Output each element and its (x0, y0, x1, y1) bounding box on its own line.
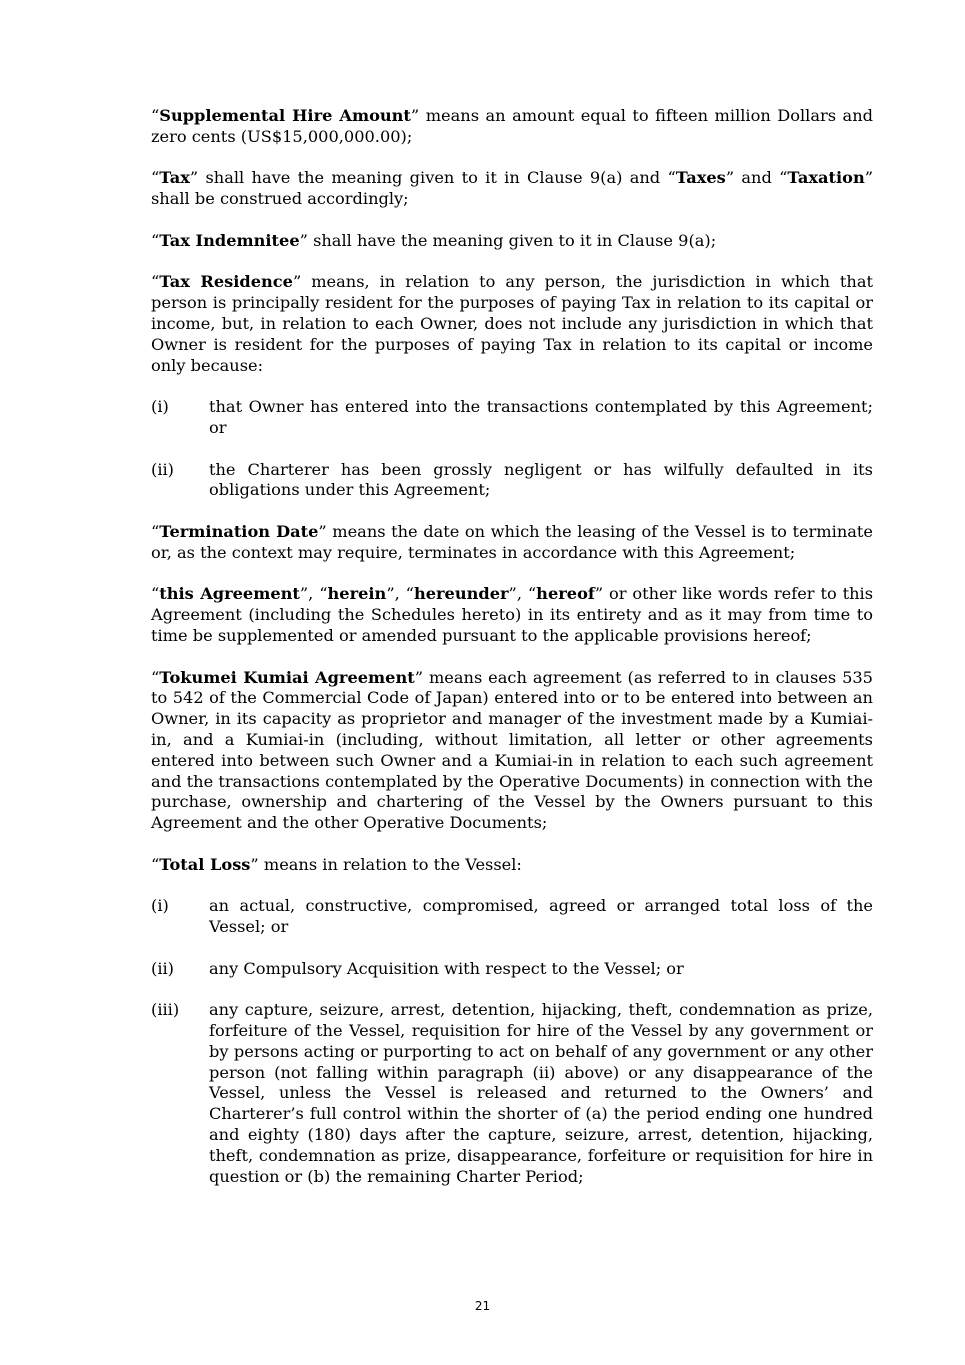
item-text: that Owner has entered into the transactions contemplated by this Agreement; or (209, 397, 873, 437)
list-item (151, 460, 873, 502)
defined-term: Tax Indemnitee (159, 230, 300, 250)
defined-term: this Agreement (159, 584, 300, 604)
item-number: (i) (151, 397, 169, 417)
definitions-body (151, 106, 873, 1208)
definition-termination-date: “Termination Date” means the date on which the leasing of the Vessel is to terminate or, as the context may require, terminates in accordance with this Agreement; (151, 521, 873, 562)
item-text: any Compulsory Acquisition with respect to the Vessel; or (209, 958, 684, 978)
defined-term: Tax Residence (159, 272, 293, 292)
defined-term: Tax (159, 168, 190, 188)
list-item (151, 896, 873, 938)
defined-term: Tokumei Kumiai Agreement (159, 667, 415, 687)
item-number: (iii) (151, 1000, 180, 1020)
defined-term: Taxation (787, 168, 865, 188)
item-text: any capture, seizure, arrest, detention, hijacking, theft, condemnation as prize, forfeiture of the Vessel, requisition for hire of the Vessel by any government or by persons acting or purporting to act on behalf of any government or any other person (not falling within paragraph (ii) above) or any disappearance of the Vessel, unless the Vessel is released and returned to the Owners’ and Charterer’s full control within the shorter of (a) the period ending one hundred and eighty (180) days after the capture, seizure, arrest, detention, hijacking, theft, condemnation as prize, disappearance, forfeiture or requisition for hire in question or (b) the remaining Charter Period; (209, 1000, 873, 1186)
defined-term: Total Loss (159, 854, 251, 874)
definition-tokumei-kumiai-agreement: “Tokumei Kumiai Agreement” means each agreement (as referred to in clauses 535 to 542 of the Commercial Code of Japan) entered into or to be entered into between an Owner, in its capacity as proprietor and manager of the investment made by a Kumiai-in, and a Kumiai-in (including, without limitation, all letter or other agreements entered into between such Owner and a Kumiai-in in relation to each such agreement and the transactions contemplated by the Operative Documents) in connection with the purchase, ownership and chartering of the Vessel by the Owners pursuant to this Agreement and the other Operative Documents; (151, 667, 873, 833)
list-item (151, 397, 873, 439)
definition-tax: “Tax” shall have the meaning given to it in Clause 9(a) and “Taxes” and “Taxation” shall be construed accordingly; (151, 168, 873, 209)
defined-term: hereof (536, 584, 595, 604)
list-item (151, 1000, 873, 1187)
defined-term: Supplemental Hire Amount (159, 106, 411, 125)
page-number: 21 (474, 1299, 491, 1313)
definition-total-loss: “Total Loss” means in relation to the Vessel: (151, 854, 522, 874)
defined-term: Termination Date (159, 521, 319, 541)
item-number: (ii) (151, 459, 174, 479)
definition-tax-residence: “Tax Residence” means, in relation to any person, the jurisdiction in which that person is principally resident for the purposes of paying Tax in relation to its capital or income, but, in relation to each Owner, does not include any jurisdiction in which that Owner is resident for the purposes of paying Tax in relation to its capital or income only because: (151, 272, 873, 375)
defined-term: hereunder (413, 584, 509, 604)
definition-this-agreement: “this Agreement”, “herein”, “hereunder”, “hereof” or other like words refer to this Agreement (including the Schedules hereto) in its entirety and as it may from time to time be supplemented or amended pursuant to the applicable provisions hereof; (151, 584, 874, 645)
defined-term: Taxes (675, 168, 726, 188)
definition-supplemental-hire-amount: “Supplemental Hire Amount” means an amount equal to fifteen million Dollars and zero cents (US$15,000,000.00); (151, 106, 873, 146)
defined-term: herein (327, 584, 387, 604)
item-number: (ii) (151, 958, 174, 978)
item-text: the Charterer has been grossly negligent or has wilfully defaulted in its obligations under this Agreement; (209, 459, 873, 500)
definition-tax-indemnitee: “Tax Indemnitee” shall have the meaning given to it in Clause 9(a); (151, 230, 717, 250)
item-number: (i) (151, 896, 169, 916)
list-item (151, 959, 873, 980)
item-text: an actual, constructive, compromised, agreed or arranged total loss of the Vessel; or (209, 896, 873, 937)
